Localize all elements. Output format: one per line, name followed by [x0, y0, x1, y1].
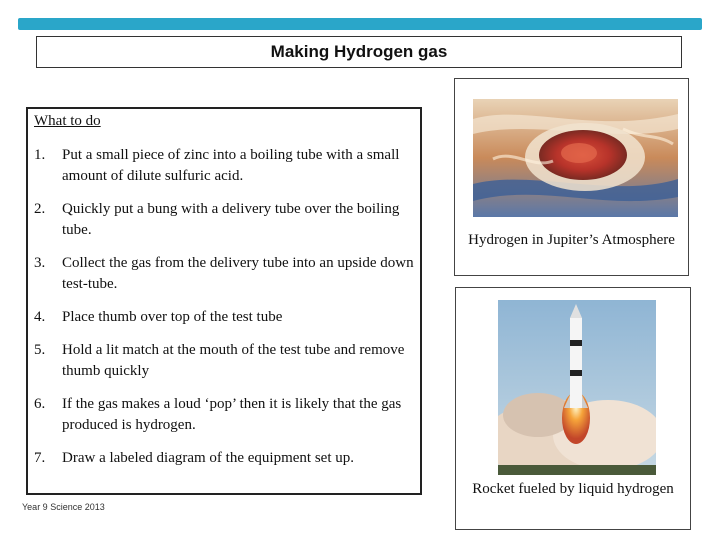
step-number: 4. — [34, 309, 46, 325]
list-item — [34, 145, 414, 187]
step-text: If the gas makes a loud ‘pop’ then it is likely that the gas produced is hydrogen. — [62, 396, 402, 433]
list-item — [34, 448, 414, 469]
instructions-heading: What to do — [34, 113, 101, 129]
step-text: Draw a labeled diagram of the equipment set up. — [62, 450, 354, 466]
page-title-text: Making Hydrogen gas — [270, 42, 448, 61]
step-text: Place thumb over top of the test tube — [62, 309, 283, 325]
rocket-image-frame — [455, 287, 691, 530]
step-number: 1. — [34, 147, 46, 163]
step-number: 6. — [34, 396, 46, 412]
step-number: 2. — [34, 201, 46, 217]
step-number: 3. — [34, 255, 46, 271]
list-item — [34, 394, 414, 436]
step-number: 5. — [34, 342, 46, 358]
step-text: Collect the gas from the delivery tube into an upside down test-tube. — [62, 255, 414, 292]
list-item — [34, 253, 414, 295]
instructions-box — [26, 107, 422, 495]
step-text: Quickly put a bung with a delivery tube over the boiling tube. — [62, 201, 400, 238]
list-item — [34, 199, 414, 241]
rocket-caption: Rocket fueled by liquid hydrogen — [472, 481, 674, 497]
jupiter-image — [473, 99, 678, 217]
decorative-top-bar — [18, 18, 702, 30]
step-text: Hold a lit match at the mouth of the test tube and remove thumb quickly — [62, 342, 405, 379]
rocket-image — [498, 300, 656, 475]
page-title — [36, 36, 682, 68]
step-text: Put a small piece of zinc into a boiling tube with a small amount of dilute sulfuric acid. — [62, 147, 400, 184]
list-item — [34, 307, 414, 328]
jupiter-image-frame — [454, 78, 689, 276]
footer-label: Year 9 Science 2013 — [22, 502, 105, 512]
step-number: 7. — [34, 450, 46, 466]
list-item — [34, 340, 414, 382]
steps-list — [34, 145, 414, 481]
jupiter-caption: Hydrogen in Jupiter’s Atmosphere — [468, 232, 675, 248]
